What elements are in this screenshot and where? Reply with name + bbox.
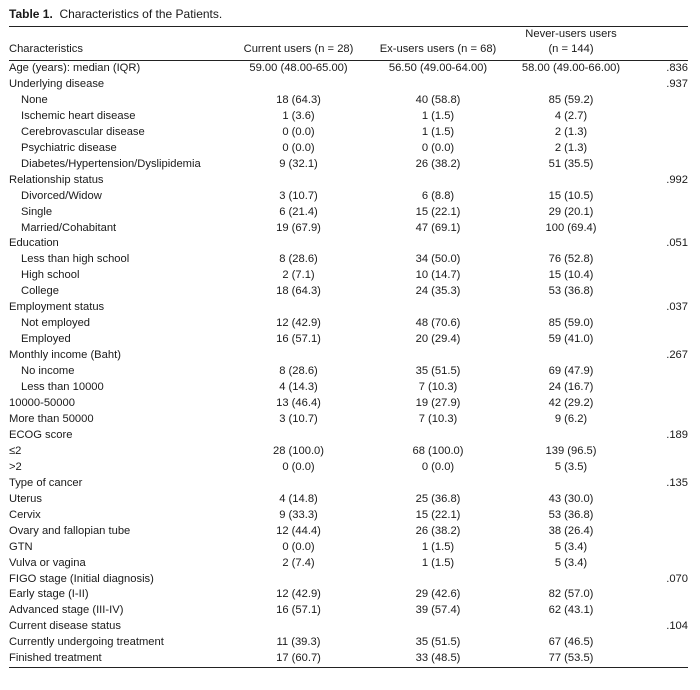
cell-never-users: 38 (26.4) xyxy=(548,524,594,537)
cell-current-users: 9 (33.3) xyxy=(279,508,318,521)
cell-p-value xyxy=(632,268,688,284)
cell-current-users: 0 (0.0) xyxy=(282,460,315,473)
cell-never-users: 29 (20.1) xyxy=(548,205,594,218)
row-label: Employed xyxy=(21,333,71,346)
cell-current-users xyxy=(231,173,366,189)
cell-ex-users: 20 (29.4) xyxy=(415,333,461,346)
cell-p-value: .937 xyxy=(666,77,688,90)
cell-p-value xyxy=(632,524,688,540)
table-row xyxy=(9,396,688,412)
cell-ex-users: 7 (10.3) xyxy=(418,381,458,394)
cell-p-value xyxy=(632,556,688,572)
cell-p-value xyxy=(632,587,688,603)
cell-ex-users: 29 (42.6) xyxy=(415,588,461,601)
cell-never-users: 77 (53.5) xyxy=(510,651,632,667)
cell-never-users xyxy=(510,572,632,588)
cell-ex-users: 15 (22.1) xyxy=(415,205,461,218)
cell-current-users xyxy=(231,428,366,444)
cell-ex-users: 6 (8.8) xyxy=(421,189,455,202)
row-label: College xyxy=(21,285,59,298)
cell-never-users xyxy=(510,236,632,252)
cell-p-value xyxy=(632,284,688,300)
cell-current-users: 9 (32.1) xyxy=(279,157,318,170)
table-row xyxy=(9,77,688,93)
cell-ex-users xyxy=(366,348,510,364)
row-label: GTN xyxy=(9,540,33,553)
cell-p-value xyxy=(632,444,688,460)
row-label: Finished treatment xyxy=(9,651,231,667)
cell-never-users: 58.00 (49.00-66.00) xyxy=(521,62,621,74)
cell-never-users xyxy=(510,300,632,316)
cell-p-value: .070 xyxy=(666,572,688,585)
row-label: More than 50000 xyxy=(9,412,94,425)
cell-ex-users: 19 (27.9) xyxy=(415,397,461,410)
header-ex-users: Ex-users users (n = 68) xyxy=(366,27,510,61)
cell-never-users: 76 (52.8) xyxy=(548,253,594,266)
table-row xyxy=(9,524,688,540)
row-label: Psychiatric disease xyxy=(21,141,117,154)
cell-never-users xyxy=(510,77,632,93)
table-row xyxy=(9,332,688,348)
row-label: Education xyxy=(9,237,59,250)
row-label: >2 xyxy=(9,460,22,473)
cell-ex-users xyxy=(366,572,510,588)
cell-never-users: 85 (59.0) xyxy=(548,317,594,330)
table-header-row xyxy=(9,27,688,61)
cell-ex-users xyxy=(366,236,510,252)
table-body xyxy=(9,61,688,668)
row-label: Early stage (I-II) xyxy=(9,588,89,601)
cell-p-value: .037 xyxy=(666,301,688,314)
table-row xyxy=(9,651,688,667)
cell-p-value xyxy=(632,380,688,396)
cell-never-users: 42 (29.2) xyxy=(548,397,594,410)
table-row xyxy=(9,93,688,109)
cell-ex-users xyxy=(366,77,510,93)
table-row xyxy=(9,556,688,572)
row-label: Vulva or vagina xyxy=(9,556,86,569)
table-row xyxy=(9,572,688,588)
cell-current-users: 2 (7.4) xyxy=(282,556,315,569)
cell-current-users: 19 (67.9) xyxy=(276,221,321,234)
table-row xyxy=(9,603,688,619)
cell-ex-users: 1 (1.5) xyxy=(421,540,455,553)
table-row xyxy=(9,221,688,237)
table-row xyxy=(9,348,688,364)
row-label: Divorced/Widow xyxy=(21,189,102,202)
cell-ex-users: 48 (70.6) xyxy=(415,317,461,330)
cell-current-users: 3 (10.7) xyxy=(279,412,318,425)
cell-never-users: 67 (46.5) xyxy=(548,636,594,649)
row-label: Employment status xyxy=(9,301,105,314)
cell-p-value xyxy=(632,540,688,556)
cell-current-users: 0 (0.0) xyxy=(282,125,315,138)
cell-current-users: 4 (14.3) xyxy=(279,381,318,394)
table-row xyxy=(9,492,688,508)
cell-current-users xyxy=(231,236,366,252)
cell-never-users: 4 (2.7) xyxy=(554,109,588,122)
cell-ex-users: 56.50 (49.00-64.00) xyxy=(388,62,488,74)
table-row xyxy=(9,141,688,157)
cell-p-value xyxy=(632,316,688,332)
cell-current-users xyxy=(231,619,366,635)
cell-ex-users: 47 (69.1) xyxy=(415,221,461,234)
cell-ex-users: 0 (0.0) xyxy=(421,141,455,154)
cell-current-users: 0 (0.0) xyxy=(282,540,315,553)
cell-current-users: 0 (0.0) xyxy=(282,141,315,154)
cell-never-users: 139 (96.5) xyxy=(545,444,597,457)
cell-p-value: .051 xyxy=(666,237,688,250)
row-label: Monthly income (Baht) xyxy=(9,349,121,362)
cell-never-users: 85 (59.2) xyxy=(548,93,594,106)
cell-current-users: 17 (60.7) xyxy=(231,651,366,667)
cell-p-value: .135 xyxy=(666,476,688,489)
table-row xyxy=(9,428,688,444)
cell-never-users: 53 (36.8) xyxy=(548,508,594,521)
cell-ex-users: 39 (57.4) xyxy=(415,604,461,617)
table-row xyxy=(9,619,688,635)
cell-current-users: 8 (28.6) xyxy=(279,253,318,266)
table-row xyxy=(9,173,688,189)
table-row xyxy=(9,109,688,125)
cell-never-users: 9 (6.2) xyxy=(554,412,588,425)
table-row xyxy=(9,236,688,252)
row-label: 10000-50000 xyxy=(9,397,75,410)
row-label: Not employed xyxy=(21,317,91,330)
table-row xyxy=(9,157,688,173)
cell-never-users: 15 (10.5) xyxy=(548,189,594,202)
cell-current-users: 18 (64.3) xyxy=(276,285,321,298)
cell-p-value: .836 xyxy=(666,62,688,74)
table-row xyxy=(9,460,688,476)
cell-p-value xyxy=(632,508,688,524)
cell-never-users xyxy=(510,348,632,364)
cell-ex-users: 0 (0.0) xyxy=(421,460,455,473)
cell-current-users xyxy=(231,572,366,588)
cell-current-users: 12 (42.9) xyxy=(276,588,321,601)
row-label: Advanced stage (III-IV) xyxy=(9,604,124,617)
row-label: ECOG score xyxy=(9,428,73,441)
cell-never-users: 5 (3.5) xyxy=(554,460,588,473)
cell-ex-users: 25 (36.8) xyxy=(415,492,461,505)
cell-never-users: 82 (57.0) xyxy=(548,588,594,601)
row-label: Cerebrovascular disease xyxy=(21,125,145,138)
row-label: Married/Cohabitant xyxy=(21,221,117,234)
cell-never-users: 24 (16.7) xyxy=(548,381,594,394)
cell-current-users: 2 (7.1) xyxy=(282,269,315,282)
cell-p-value xyxy=(632,332,688,348)
table-row xyxy=(9,61,688,77)
cell-p-value: .104 xyxy=(666,620,688,633)
row-label: Age (years): median (IQR) xyxy=(9,62,141,74)
cell-current-users: 12 (42.9) xyxy=(276,317,321,330)
cell-ex-users xyxy=(366,476,510,492)
table-row xyxy=(9,189,688,205)
table-row xyxy=(9,476,688,492)
cell-ex-users xyxy=(366,619,510,635)
cell-never-users: 69 (47.9) xyxy=(548,365,594,378)
row-label: ≤2 xyxy=(9,444,22,457)
cell-ex-users: 68 (100.0) xyxy=(412,444,464,457)
cell-never-users xyxy=(510,476,632,492)
table-row xyxy=(9,508,688,524)
cell-never-users: 2 (1.3) xyxy=(554,125,588,138)
cell-ex-users: 35 (51.5) xyxy=(415,365,461,378)
table-caption xyxy=(9,6,688,22)
cell-never-users: 15 (10.4) xyxy=(548,269,594,282)
cell-current-users xyxy=(231,300,366,316)
cell-ex-users: 24 (35.3) xyxy=(415,285,461,298)
cell-never-users: 2 (1.3) xyxy=(554,141,588,154)
cell-p-value xyxy=(632,125,688,141)
cell-p-value: .992 xyxy=(666,173,688,186)
row-label: No income xyxy=(21,365,75,378)
cell-current-users: 6 (21.4) xyxy=(279,205,318,218)
table-row xyxy=(9,205,688,221)
row-label: Less than 10000 xyxy=(21,381,104,394)
cell-p-value xyxy=(632,93,688,109)
table-row xyxy=(9,587,688,603)
cell-current-users: 4 (14.8) xyxy=(279,492,318,505)
cell-current-users: 18 (64.3) xyxy=(276,93,321,106)
cell-never-users: 59 (41.0) xyxy=(548,333,594,346)
header-p-value xyxy=(632,27,688,61)
table-row xyxy=(9,316,688,332)
table-row xyxy=(9,364,688,380)
row-label: Uterus xyxy=(9,492,42,505)
cell-p-value xyxy=(632,492,688,508)
header-never-users-line2: (n = 144) xyxy=(548,43,594,55)
cell-p-value: .267 xyxy=(666,349,688,362)
row-label: Ovary and fallopian tube xyxy=(9,524,131,537)
cell-p-value xyxy=(632,396,688,412)
cell-never-users: 5 (3.4) xyxy=(554,540,588,553)
cell-current-users xyxy=(231,476,366,492)
row-label: Ischemic heart disease xyxy=(21,109,136,122)
cell-ex-users xyxy=(366,428,510,444)
row-label: Current disease status xyxy=(9,620,121,633)
cell-p-value xyxy=(632,651,688,667)
header-never-users xyxy=(510,27,632,61)
cell-ex-users: 10 (14.7) xyxy=(415,269,461,282)
cell-p-value: .189 xyxy=(666,428,688,441)
table-row xyxy=(9,540,688,556)
cell-never-users: 62 (43.1) xyxy=(548,604,594,617)
cell-never-users: 5 (3.4) xyxy=(554,556,588,569)
cell-ex-users: 1 (1.5) xyxy=(421,109,455,122)
cell-p-value xyxy=(632,205,688,221)
cell-p-value xyxy=(632,603,688,619)
cell-p-value xyxy=(632,460,688,476)
cell-current-users: 16 (57.1) xyxy=(276,333,321,346)
characteristics-table xyxy=(9,27,688,668)
cell-current-users: 13 (46.4) xyxy=(276,397,321,410)
table-row xyxy=(9,300,688,316)
cell-never-users: 51 (35.5) xyxy=(548,157,594,170)
cell-never-users: 53 (36.8) xyxy=(548,285,594,298)
row-label: Currently undergoing treatment xyxy=(9,636,164,649)
header-never-users-line1: Never-users users xyxy=(525,28,617,40)
cell-current-users: 1 (3.6) xyxy=(282,109,315,122)
table-row xyxy=(9,284,688,300)
cell-never-users xyxy=(510,619,632,635)
cell-current-users: 16 (57.1) xyxy=(276,604,321,617)
table-row xyxy=(9,380,688,396)
cell-never-users xyxy=(510,173,632,189)
cell-ex-users xyxy=(366,300,510,316)
cell-ex-users: 1 (1.5) xyxy=(421,556,455,569)
row-label: Diabetes/Hypertension/Dyslipidemia xyxy=(21,157,201,170)
cell-ex-users: 26 (38.2) xyxy=(415,524,461,537)
cell-p-value xyxy=(632,141,688,157)
cell-p-value xyxy=(632,189,688,205)
cell-p-value xyxy=(632,157,688,173)
header-current-users: Current users (n = 28) xyxy=(231,27,366,61)
cell-p-value xyxy=(632,109,688,125)
table-row xyxy=(9,252,688,268)
row-label: Relationship status xyxy=(9,173,104,186)
header-characteristics: Characteristics xyxy=(9,27,231,61)
table-row xyxy=(9,444,688,460)
cell-ex-users: 26 (38.2) xyxy=(415,157,461,170)
cell-current-users: 28 (100.0) xyxy=(273,444,324,457)
table-label: Table 1. xyxy=(9,7,53,21)
cell-ex-users xyxy=(366,173,510,189)
cell-never-users xyxy=(510,428,632,444)
table-row xyxy=(9,125,688,141)
row-label: Single xyxy=(21,205,53,218)
cell-never-users: 100 (69.4) xyxy=(545,221,597,234)
cell-current-users: 12 (44.4) xyxy=(276,524,321,537)
cell-ex-users: 35 (51.5) xyxy=(415,636,461,649)
cell-ex-users: 15 (22.1) xyxy=(415,508,461,521)
cell-current-users: 8 (28.6) xyxy=(279,365,318,378)
cell-current-users: 11 (39.3) xyxy=(276,636,321,649)
cell-never-users: 43 (30.0) xyxy=(548,492,594,505)
row-label: High school xyxy=(21,269,80,282)
row-label: Cervix xyxy=(9,508,41,521)
cell-ex-users: 7 (10.3) xyxy=(418,412,458,425)
table-row xyxy=(9,635,688,651)
cell-ex-users: 40 (58.8) xyxy=(415,93,461,106)
row-label: Less than high school xyxy=(21,253,130,266)
cell-ex-users: 33 (48.5) xyxy=(366,651,510,667)
cell-ex-users: 34 (50.0) xyxy=(415,253,461,266)
row-label: None xyxy=(21,93,48,106)
table-title: Characteristics of the Patients. xyxy=(59,7,223,21)
cell-p-value xyxy=(632,221,688,237)
cell-ex-users: 1 (1.5) xyxy=(421,125,455,138)
cell-p-value xyxy=(632,412,688,428)
cell-p-value xyxy=(632,364,688,380)
cell-p-value xyxy=(632,635,688,651)
row-label: Type of cancer xyxy=(9,476,83,489)
cell-p-value xyxy=(632,252,688,268)
cell-current-users xyxy=(231,77,366,93)
table-row xyxy=(9,268,688,284)
row-label: FIGO stage (Initial diagnosis) xyxy=(9,572,154,585)
cell-current-users: 59.00 (48.00-65.00) xyxy=(249,62,348,74)
table-row xyxy=(9,412,688,428)
cell-current-users xyxy=(231,348,366,364)
cell-current-users: 3 (10.7) xyxy=(279,189,318,202)
row-label: Underlying disease xyxy=(9,77,105,90)
